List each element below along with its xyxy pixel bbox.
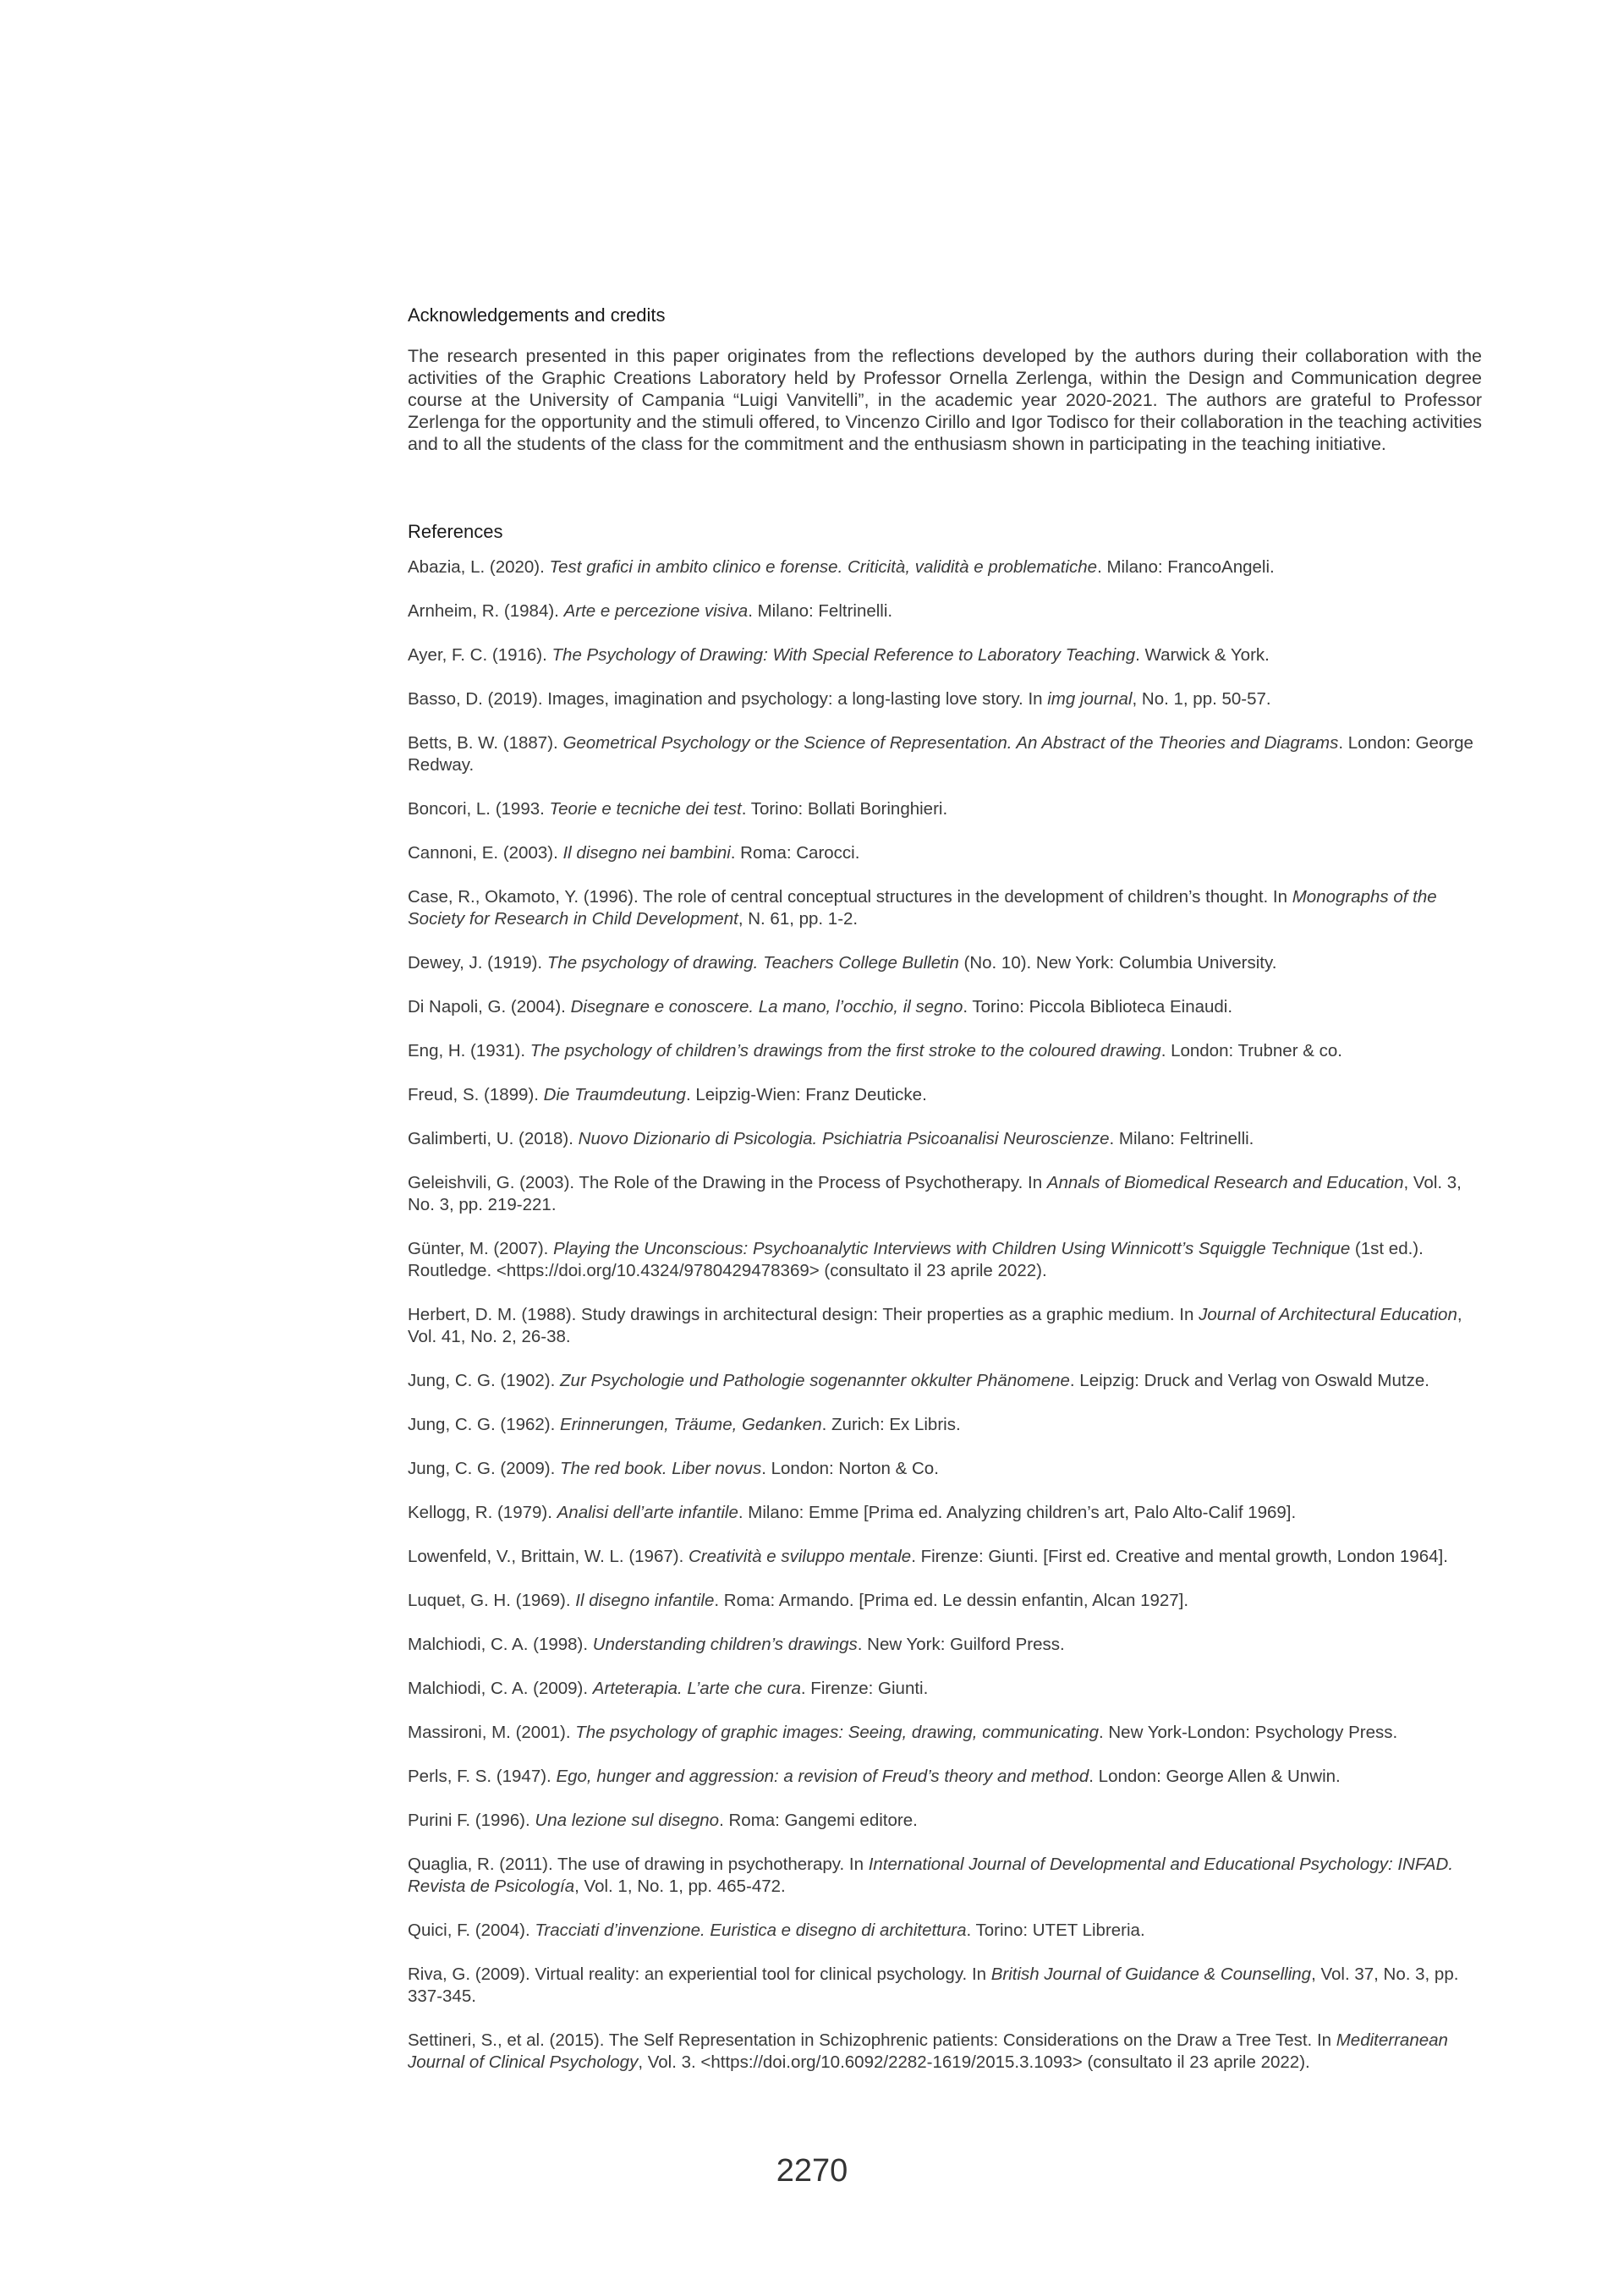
reference-item [408, 1414, 1482, 1436]
reference-item [408, 1304, 1482, 1348]
reference-text: Cannoni, E. (2003). [408, 843, 563, 863]
reference-text: Settineri, S., et al. (2015). The Self Representation in Schizophrenic patients: Considerations on the Draw a Tree Test. In [408, 2030, 1336, 2050]
reference-item [408, 1920, 1482, 1942]
reference-details: , Vol. 3, No. 3, pp. 219-221. [408, 1173, 1462, 1214]
reference-text: Arnheim, R. (1984). [408, 601, 564, 621]
reference-item [408, 1634, 1482, 1656]
reference-item [408, 1172, 1482, 1216]
reference-details: . Torino: Piccola Biblioteca Einaudi. [963, 997, 1233, 1016]
reference-text: Eng, H. (1931). [408, 1041, 530, 1060]
reference-details: . New York: Guilford Press. [857, 1635, 1065, 1654]
reference-title: Disegnare e conoscere. La mano, l’occhio, il segno [570, 997, 963, 1016]
reference-list [408, 556, 1482, 2074]
reference-item [408, 556, 1482, 578]
reference-details: . Milano: Feltrinelli. [1109, 1129, 1254, 1148]
reference-details: . London: Trubner & co. [1160, 1041, 1342, 1060]
reference-title: Playing the Unconscious: Psychoanalytic Interviews with Children Using Winnicott’s Squiggle Technique [553, 1239, 1351, 1258]
reference-details: . Warwick & York. [1135, 645, 1270, 665]
reference-title: The red book. Liber novus [560, 1459, 762, 1478]
reference-item [408, 1370, 1482, 1392]
reference-item [408, 1040, 1482, 1062]
reference-text: Jung, C. G. (1902). [408, 1371, 561, 1390]
reference-details: . London: George Allen & Unwin. [1089, 1767, 1341, 1786]
reference-title: Una lezione sul disegno [535, 1811, 720, 1830]
reference-details: . Milano: Emme [Prima ed. Analyzing children’s art, Palo Alto-Calif 1969]. [738, 1503, 1297, 1522]
reference-item [408, 1546, 1482, 1568]
reference-title: Zur Psychologie und Pathologie sogenannter okkulter Phänomene [560, 1371, 1070, 1390]
reference-text: Riva, G. (2009). Virtual reality: an experiential tool for clinical psychology. In [408, 1964, 991, 1984]
reference-item [408, 842, 1482, 864]
reference-details: , Vol. 37, No. 3, pp. 337-345. [408, 1964, 1459, 2006]
reference-title: Erinnerungen, Träume, Gedanken [560, 1415, 822, 1434]
references-heading: References [408, 521, 503, 542]
reference-text: Jung, C. G. (1962). [408, 1415, 561, 1434]
reference-details: . Zurich: Ex Libris. [821, 1415, 961, 1434]
reference-details: (No. 10). New York: Columbia University. [958, 953, 1277, 973]
reference-text: Massironi, M. (2001). [408, 1723, 576, 1742]
reference-title: Arteterapia. L’arte che cura [592, 1679, 801, 1698]
reference-title: Creatività e sviluppo mentale [688, 1547, 912, 1566]
reference-details: , N. 61, pp. 1-2. [738, 909, 859, 929]
reference-item [408, 798, 1482, 820]
reference-details: , No. 1, pp. 50-57. [1132, 689, 1271, 709]
reference-text: Quici, F. (2004). [408, 1921, 535, 1940]
reference-text: Kellogg, R. (1979). [408, 1503, 557, 1522]
reference-title: Geometrical Psychology or the Science of Representation. An Abstract of the Theories and Diagrams [562, 733, 1339, 753]
reference-item [408, 1238, 1482, 1282]
acknowledgements-heading: Acknowledgements and credits [408, 304, 666, 326]
reference-text: Perls, F. S. (1947). [408, 1767, 557, 1786]
reference-details: . Roma: Gangemi editore. [719, 1811, 918, 1830]
reference-item [408, 952, 1482, 974]
reference-item [408, 1964, 1482, 2008]
reference-item [408, 644, 1482, 666]
reference-details: . Milano: Feltrinelli. [748, 601, 893, 621]
reference-details: (1st ed.). Routledge. <https://doi.org/10.4324/9780429478369> (consultato il 23 aprile 2022). [408, 1239, 1424, 1280]
reference-details: , Vol. 1, No. 1, pp. 465-472. [574, 1877, 786, 1896]
reference-title: Ego, hunger and aggression: a revision of Freud’s theory and method [556, 1767, 1089, 1786]
reference-details: . Roma: Armando. [Prima ed. Le dessin enfantin, Alcan 1927]. [714, 1591, 1189, 1610]
reference-text: Abazia, L. (2020). [408, 557, 550, 577]
reference-item [408, 688, 1482, 710]
reference-details: . Leipzig-Wien: Franz Deuticke. [685, 1085, 927, 1104]
reference-item [408, 1766, 1482, 1788]
reference-details: . London: George Redway. [408, 733, 1473, 775]
reference-text: Purini F. (1996). [408, 1811, 535, 1830]
reference-item [408, 732, 1482, 776]
reference-item [408, 1854, 1482, 1898]
reference-text: Luquet, G. H. (1969). [408, 1591, 576, 1610]
reference-title: Monographs of the Society for Research in Child Development [408, 887, 1437, 929]
reference-title: Arte e percezione visiva [563, 601, 749, 621]
reference-details: . Leipzig: Druck and Verlag von Oswald Mutze. [1069, 1371, 1429, 1390]
reference-title: British Journal of Guidance & Counselling [990, 1964, 1312, 1984]
reference-text: Betts, B. W. (1887). [408, 733, 563, 753]
reference-details: . Firenze: Giunti. [First ed. Creative and mental growth, London 1964]. [911, 1547, 1448, 1566]
reference-item [408, 996, 1482, 1018]
reference-text: Ayer, F. C. (1916). [408, 645, 552, 665]
reference-item [408, 1722, 1482, 1744]
reference-title: Mediterranean Journal of Clinical Psychology [408, 2030, 1448, 2072]
reference-item [408, 1084, 1482, 1106]
reference-item [408, 1128, 1482, 1150]
reference-title: The psychology of graphic images: Seeing, drawing, communicating [575, 1723, 1099, 1742]
reference-text: Jung, C. G. (2009). [408, 1459, 561, 1478]
reference-title: The psychology of children’s drawings from the first stroke to the coloured drawing [529, 1041, 1161, 1060]
reference-text: Galimberti, U. (2018). [408, 1129, 579, 1148]
reference-text: Malchiodi, C. A. (1998). [408, 1635, 593, 1654]
reference-item [408, 600, 1482, 622]
reference-title: Nuovo Dizionario di Psicologia. Psichiatria Psicoanalisi Neuroscienze [578, 1129, 1110, 1148]
reference-title: Die Traumdeutung [543, 1085, 686, 1104]
reference-title: Teorie e tecniche dei test [549, 799, 742, 819]
reference-details: . London: Norton & Co. [761, 1459, 939, 1478]
reference-item [408, 1502, 1482, 1524]
acknowledgements-text: The research presented in this paper originates from the reflections developed by the authors during their collaboration with the activities of the Graphic Creations Laboratory held by Professor Ornella Zerlenga, within the Design and Communication degree course at the University of Campania “Luigi Vanvitelli”, in the academic year 2020-2021. The authors are grateful to Professor Zerlenga for the opportunity and the stimuli offered, to Vincenzo Cirillo and Igor Todisco for their collaboration in the teaching activities and to all the students of the class for the commitment and the enthusiasm shown in participating in the teaching initiative. [408, 346, 1482, 454]
reference-details: . Firenze: Giunti. [800, 1679, 929, 1698]
reference-details: . Torino: UTET Libreria. [966, 1921, 1145, 1940]
reference-title: International Journal of Developmental and Educational Psychology: INFAD. Revista de Psicología [408, 1855, 1454, 1896]
reference-item [408, 2030, 1482, 2074]
reference-details: , Vol. 41, No. 2, 26-38. [408, 1305, 1462, 1346]
reference-title: Annals of Biomedical Research and Education [1046, 1173, 1404, 1192]
reference-text: Quaglia, R. (2011). The use of drawing in psychotherapy. In [408, 1855, 869, 1874]
reference-title: Analisi dell’arte infantile [557, 1503, 738, 1522]
reference-text: Malchiodi, C. A. (2009). [408, 1679, 593, 1698]
reference-title: Il disegno nei bambini [562, 843, 731, 863]
reference-text: Boncori, L. (1993. [408, 799, 550, 819]
reference-details: . Roma: Carocci. [730, 843, 860, 863]
paper-content [408, 304, 1482, 2096]
page-number: 2270 [776, 2153, 848, 2189]
reference-details: , Vol. 3. <https://doi.org/10.6092/2282-1619/2015.3.1093> (consultato il 23 aprile 2022). [638, 2052, 1310, 2072]
reference-details: . New York-London: Psychology Press. [1098, 1723, 1398, 1742]
reference-title: img journal [1047, 689, 1133, 709]
reference-text: Case, R., Okamoto, Y. (1996). The role of central conceptual structures in the development of children’s thought. In [408, 887, 1292, 907]
reference-details: . Torino: Bollati Boringhieri. [741, 799, 948, 819]
reference-title: Tracciati d’invenzione. Euristica e disegno di architettura [535, 1921, 967, 1940]
reference-text: Di Napoli, G. (2004). [408, 997, 571, 1016]
reference-title: Journal of Architectural Education [1199, 1305, 1457, 1324]
reference-title: Il disegno infantile [575, 1591, 715, 1610]
reference-title: Understanding children’s drawings [592, 1635, 858, 1654]
reference-details: . Milano: FrancoAngeli. [1097, 557, 1275, 577]
reference-item [408, 1810, 1482, 1832]
reference-text: Günter, M. (2007). [408, 1239, 554, 1258]
reference-item [408, 1678, 1482, 1700]
reference-item [408, 1458, 1482, 1480]
reference-title: The Psychology of Drawing: With Special Reference to Laboratory Teaching [551, 645, 1136, 665]
reference-text: Freud, S. (1899). [408, 1085, 544, 1104]
reference-item [408, 886, 1482, 930]
reference-item [408, 1590, 1482, 1612]
reference-text: Basso, D. (2019). Images, imagination and psychology: a long-lasting love story. In [408, 689, 1048, 709]
reference-text: Herbert, D. M. (1988). Study drawings in architectural design: Their properties as a graphic medium. In [408, 1305, 1199, 1324]
reference-text: Dewey, J. (1919). [408, 953, 547, 973]
reference-title: Test grafici in ambito clinico e forense. Criticità, validità e problematiche [549, 557, 1098, 577]
reference-text: Lowenfeld, V., Brittain, W. L. (1967). [408, 1547, 689, 1566]
reference-title: The psychology of drawing. Teachers College Bulletin [546, 953, 959, 973]
reference-text: Geleishvili, G. (2003). The Role of the Drawing in the Process of Psychotherapy. In [408, 1173, 1047, 1192]
